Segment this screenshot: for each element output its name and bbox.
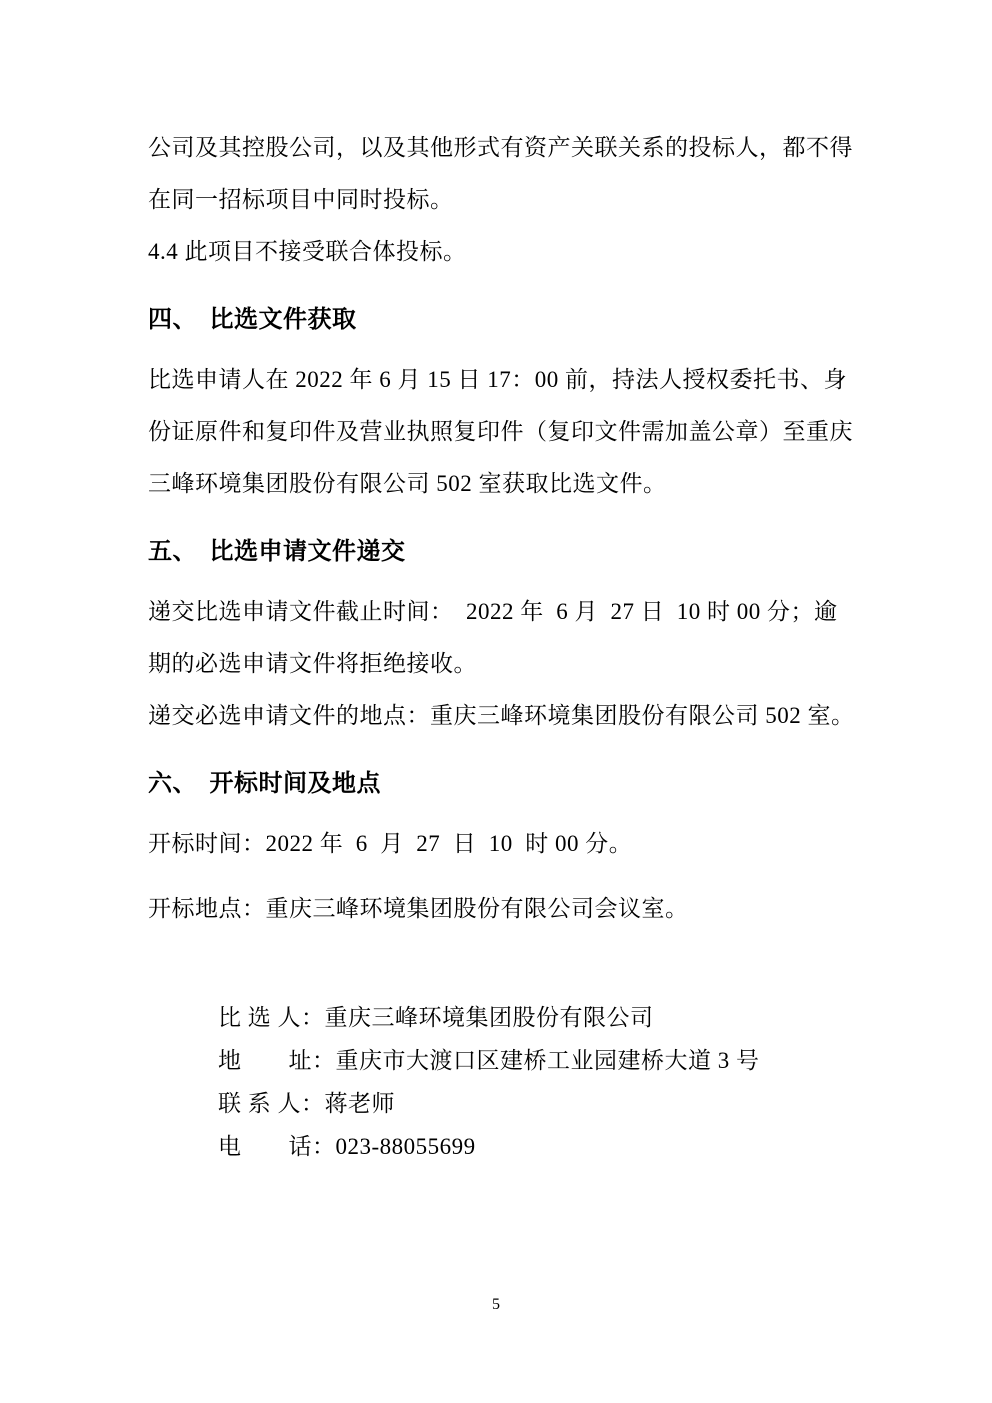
text-line: 递交比选申请文件截止时间： 2022 年 6 月 27 日 10 时 00 分；逾 [148,599,838,624]
section-heading: 四、 比选文件获取 [148,307,357,333]
text-line: 期的必选申请文件将拒绝接收。 [148,651,477,676]
text-line: 份证原件和复印件及营业执照复印件（复印文件需加盖公章）至重庆 [148,419,853,444]
text-line: 开标时间：2022 年 6 月 27 日 10 时 00 分。 [148,831,633,856]
text-line: 4.4 此项目不接受联合体投标。 [148,239,467,264]
document-lines [148,122,855,935]
contact-block [218,996,848,1168]
text-line: 递交必选申请文件的地点：重庆三峰环境集团股份有限公司 502 室。 [148,703,855,728]
text-line: 在同一招标项目中同时投标。 [148,187,454,212]
text-line: 开标地点：重庆三峰环境集团股份有限公司会议室。 [148,896,689,921]
text-line: 比选申请人在 2022 年 6 月 15 日 17：00 前，持法人授权委托书、身 [148,367,847,392]
section-heading: 五、 比选申请文件递交 [148,539,406,565]
contact-line: 比 选 人：重庆三峰环境集团股份有限公司 [218,1005,654,1030]
contact-line: 联 系 人：蒋老师 [218,1091,395,1116]
contact-line: 地 址：重庆市大渡口区建桥工业园建桥大道 3 号 [218,1048,760,1073]
section-heading: 六、 开标时间及地点 [148,771,381,797]
document-body [148,122,855,1168]
contact-line: 电 话：023-88055699 [218,1134,476,1159]
text-line: 三峰环境集团股份有限公司 502 室获取比选文件。 [148,471,667,496]
text-line: 公司及其控股公司，以及其他形式有资产关联关系的投标人，都不得 [148,135,853,160]
page-number: 5 [492,1296,500,1313]
